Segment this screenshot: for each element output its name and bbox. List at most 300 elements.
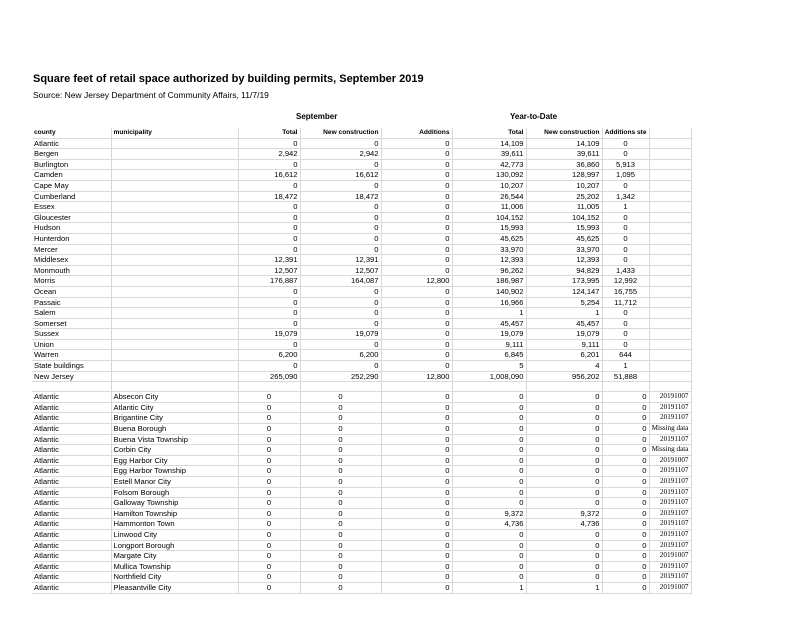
cell-municipality [111, 255, 238, 266]
cell-ytd-additions: 0 [602, 561, 649, 572]
cell-municipality [111, 339, 238, 350]
cell-municipality [111, 244, 238, 255]
cell-municipality: Margate City [111, 551, 238, 562]
cell-county: Gloucester [32, 212, 111, 223]
cell-status: 20191107 [649, 561, 691, 572]
cell-municipality [111, 265, 238, 276]
cell-sep-new: 0 [300, 540, 381, 551]
cell-ytd-total: 16,966 [452, 297, 526, 308]
cell-sep-additions: 0 [381, 233, 452, 244]
cell-status [649, 191, 691, 202]
table-row [32, 233, 691, 244]
cell-municipality [111, 191, 238, 202]
cell-status [649, 371, 691, 382]
cell-sep-new: 0 [300, 582, 381, 593]
cell-ytd-additions: 0 [602, 255, 649, 266]
table-row [32, 180, 691, 191]
cell-ytd-new: 45,625 [526, 233, 602, 244]
cell-ytd-new: 0 [526, 487, 602, 498]
cell-sep-total: 0 [238, 508, 300, 519]
cell-municipality: Northfield City [111, 572, 238, 583]
cell-sep-total: 12,507 [238, 265, 300, 276]
cell-status [649, 339, 691, 350]
cell-status: 20191107 [649, 413, 691, 424]
cell-ytd-new: 12,393 [526, 255, 602, 266]
cell-county: Somerset [32, 318, 111, 329]
cell-municipality: Egg Harbor City [111, 455, 238, 466]
cell-sep-new: 0 [300, 477, 381, 488]
cell-county: Atlantic [32, 529, 111, 540]
cell-municipality [111, 212, 238, 223]
cell-municipality: Brigantine City [111, 413, 238, 424]
table-row [32, 170, 691, 181]
cell-county: Atlantic [32, 466, 111, 477]
cell-sep-additions: 0 [381, 402, 452, 413]
cell-sep-total: 6,200 [238, 350, 300, 361]
cell-ytd-additions: 12,992 [602, 276, 649, 287]
cell-ytd-total: 0 [452, 413, 526, 424]
cell-ytd-additions: 16,755 [602, 286, 649, 297]
cell-ytd-total: 26,544 [452, 191, 526, 202]
cell-ytd-total: 14,109 [452, 138, 526, 149]
cell-sep-additions: 0 [381, 339, 452, 350]
table-row [32, 551, 691, 562]
cell-sep-total: 16,612 [238, 170, 300, 181]
cell-ytd-new: 0 [526, 413, 602, 424]
cell-county: Warren [32, 350, 111, 361]
cell-ytd-new: 1 [526, 582, 602, 593]
cell-ytd-total: 0 [452, 551, 526, 562]
cell-municipality [111, 138, 238, 149]
cell-ytd-additions: 0 [602, 551, 649, 562]
cell-municipality [111, 350, 238, 361]
cell-ytd-additions: 0 [602, 308, 649, 319]
cell-municipality [111, 233, 238, 244]
cell-ytd-additions: 0 [602, 149, 649, 160]
cell-ytd-additions: 0 [602, 424, 649, 435]
cell-ytd-total: 96,262 [452, 265, 526, 276]
table-row [32, 350, 691, 361]
cell-sep-new: 0 [300, 361, 381, 372]
cell-status: 20191007 [649, 392, 691, 403]
group-header-ytd: Year-to-Date [510, 112, 558, 121]
cell-sep-total: 0 [238, 318, 300, 329]
table-row [32, 159, 691, 170]
cell-sep-new: 0 [300, 212, 381, 223]
cell-sep-new: 0 [300, 286, 381, 297]
cell-status: Missing data [649, 424, 691, 435]
cell-status: 20191107 [649, 477, 691, 488]
cell-ytd-additions: 1,095 [602, 170, 649, 181]
table-row [32, 392, 691, 403]
cell-sep-new: 0 [300, 561, 381, 572]
cell-sep-new: 16,612 [300, 170, 381, 181]
cell-sep-total: 0 [238, 434, 300, 445]
cell-status: 20191107 [649, 487, 691, 498]
cell-county: Atlantic [32, 519, 111, 530]
cell-ytd-total: 10,207 [452, 180, 526, 191]
col-header-ytd-total: Total [452, 128, 526, 138]
cell-sep-total: 18,472 [238, 191, 300, 202]
cell-municipality: Absecon City [111, 392, 238, 403]
cell-ytd-additions: 0 [602, 477, 649, 488]
table-row [32, 477, 691, 488]
cell-sep-new: 0 [300, 455, 381, 466]
cell-sep-total: 0 [238, 413, 300, 424]
cell-sep-total: 0 [238, 308, 300, 319]
cell-ytd-total: 1 [452, 582, 526, 593]
cell-municipality [111, 286, 238, 297]
cell-municipality [111, 297, 238, 308]
cell-ytd-new: 6,201 [526, 350, 602, 361]
spacer-row [32, 382, 691, 392]
cell-sep-additions: 0 [381, 572, 452, 583]
cell-status [649, 329, 691, 340]
cell-municipality [111, 223, 238, 234]
cell-ytd-new: 5,254 [526, 297, 602, 308]
table-row [32, 149, 691, 160]
cell-ytd-new: 19,079 [526, 329, 602, 340]
cell-sep-new: 0 [300, 308, 381, 319]
cell-ytd-total: 1 [452, 308, 526, 319]
cell-ytd-new: 11,005 [526, 202, 602, 213]
cell-status [649, 350, 691, 361]
cell-sep-new: 0 [300, 466, 381, 477]
cell-ytd-new: 9,372 [526, 508, 602, 519]
spacer [32, 382, 691, 392]
cell-sep-new: 0 [300, 297, 381, 308]
cell-sep-additions: 0 [381, 223, 452, 234]
table-row [32, 308, 691, 319]
cell-sep-total: 0 [238, 223, 300, 234]
cell-ytd-new: 956,202 [526, 371, 602, 382]
cell-ytd-new: 0 [526, 561, 602, 572]
cell-status: 20191107 [649, 434, 691, 445]
cell-ytd-additions: 0 [602, 223, 649, 234]
cell-ytd-new: 104,152 [526, 212, 602, 223]
cell-county: Atlantic [32, 508, 111, 519]
cell-sep-additions: 0 [381, 477, 452, 488]
cell-sep-additions: 0 [381, 529, 452, 540]
cell-ytd-new: 36,860 [526, 159, 602, 170]
col-header-ytd-additions: Additions ste [602, 128, 649, 138]
cell-sep-new: 0 [300, 413, 381, 424]
cell-municipality [111, 371, 238, 382]
cell-sep-new: 0 [300, 233, 381, 244]
cell-sep-new: 0 [300, 487, 381, 498]
table-row [32, 508, 691, 519]
group-header-september: September [296, 112, 338, 121]
cell-ytd-additions: 0 [602, 434, 649, 445]
cell-municipality [111, 149, 238, 160]
cell-ytd-total: 9,111 [452, 339, 526, 350]
cell-ytd-additions: 0 [602, 498, 649, 509]
cell-ytd-new: 4 [526, 361, 602, 372]
table-row [32, 212, 691, 223]
table-row [32, 318, 691, 329]
cell-sep-additions: 0 [381, 159, 452, 170]
cell-sep-additions: 0 [381, 308, 452, 319]
cell-sep-additions: 12,800 [381, 276, 452, 287]
table-row [32, 519, 691, 530]
cell-county: Atlantic [32, 487, 111, 498]
cell-sep-total: 0 [238, 466, 300, 477]
cell-sep-additions: 0 [381, 582, 452, 593]
cell-county: Ocean [32, 286, 111, 297]
cell-ytd-additions: 0 [602, 318, 649, 329]
cell-sep-new: 18,472 [300, 191, 381, 202]
cell-status [649, 308, 691, 319]
cell-sep-total: 0 [238, 180, 300, 191]
cell-sep-new: 0 [300, 202, 381, 213]
cell-county: Atlantic [32, 445, 111, 456]
cell-sep-total: 0 [238, 339, 300, 350]
cell-municipality [111, 308, 238, 319]
cell-ytd-total: 42,773 [452, 159, 526, 170]
cell-sep-new: 0 [300, 498, 381, 509]
cell-sep-additions: 0 [381, 297, 452, 308]
cell-ytd-additions: 0 [602, 519, 649, 530]
cell-sep-additions: 0 [381, 244, 452, 255]
col-header-county: county [32, 128, 111, 138]
cell-municipality: Mullica Township [111, 561, 238, 572]
cell-ytd-total: 0 [452, 466, 526, 477]
cell-county: Atlantic [32, 455, 111, 466]
cell-sep-additions: 0 [381, 265, 452, 276]
cell-sep-total: 19,079 [238, 329, 300, 340]
col-header-sep-new: New construction [300, 128, 381, 138]
cell-ytd-new: 4,736 [526, 519, 602, 530]
cell-municipality: Pleasantville City [111, 582, 238, 593]
table-row [32, 466, 691, 477]
cell-county: Atlantic [32, 424, 111, 435]
cell-sep-total: 0 [238, 212, 300, 223]
cell-sep-new: 0 [300, 159, 381, 170]
cell-ytd-new: 0 [526, 402, 602, 413]
cell-county: Atlantic [32, 582, 111, 593]
cell-ytd-total: 6,845 [452, 350, 526, 361]
table-row [32, 329, 691, 340]
cell-sep-total: 265,090 [238, 371, 300, 382]
cell-sep-additions: 0 [381, 255, 452, 266]
cell-municipality [111, 361, 238, 372]
cell-sep-new: 0 [300, 434, 381, 445]
cell-ytd-additions: 0 [602, 339, 649, 350]
cell-sep-new: 0 [300, 180, 381, 191]
table-row [32, 529, 691, 540]
cell-municipality [111, 329, 238, 340]
cell-county: Atlantic [32, 572, 111, 583]
cell-sep-new: 0 [300, 392, 381, 403]
cell-county: New Jersey [32, 371, 111, 382]
cell-sep-total: 12,391 [238, 255, 300, 266]
cell-ytd-new: 9,111 [526, 339, 602, 350]
cell-county: Atlantic [32, 402, 111, 413]
cell-sep-additions: 0 [381, 318, 452, 329]
cell-ytd-new: 0 [526, 540, 602, 551]
cell-sep-total: 0 [238, 402, 300, 413]
cell-sep-new: 164,087 [300, 276, 381, 287]
cell-ytd-additions: 5,913 [602, 159, 649, 170]
cell-municipality [111, 159, 238, 170]
cell-ytd-new: 15,993 [526, 223, 602, 234]
cell-ytd-new: 94,829 [526, 265, 602, 276]
cell-ytd-total: 9,372 [452, 508, 526, 519]
cell-sep-additions: 0 [381, 329, 452, 340]
cell-sep-additions: 0 [381, 445, 452, 456]
cell-status: 20191107 [649, 529, 691, 540]
cell-sep-new: 0 [300, 519, 381, 530]
cell-ytd-additions: 0 [602, 244, 649, 255]
cell-sep-total: 0 [238, 455, 300, 466]
cell-sep-additions: 12,800 [381, 371, 452, 382]
cell-county: Salem [32, 308, 111, 319]
cell-sep-total: 0 [238, 233, 300, 244]
cell-municipality [111, 318, 238, 329]
cell-sep-total: 0 [238, 297, 300, 308]
cell-county: Atlantic [32, 498, 111, 509]
cell-county: Atlantic [32, 561, 111, 572]
cell-status: Missing data [649, 445, 691, 456]
cell-sep-new: 0 [300, 572, 381, 583]
cell-ytd-new: 0 [526, 466, 602, 477]
cell-county: Cape May [32, 180, 111, 191]
cell-ytd-total: 0 [452, 529, 526, 540]
cell-ytd-total: 104,152 [452, 212, 526, 223]
cell-sep-new: 0 [300, 244, 381, 255]
cell-county: Camden [32, 170, 111, 181]
cell-status: 20191107 [649, 466, 691, 477]
col-header-sep-total: Total [238, 128, 300, 138]
cell-ytd-new: 0 [526, 434, 602, 445]
report-title: Square feet of retail space authorized by building permits, September 2019 [33, 73, 424, 85]
cell-sep-additions: 0 [381, 286, 452, 297]
cell-status [649, 180, 691, 191]
cell-ytd-total: 0 [452, 434, 526, 445]
cell-status [649, 223, 691, 234]
cell-ytd-additions: 0 [602, 392, 649, 403]
table-row [32, 455, 691, 466]
cell-ytd-additions: 0 [602, 212, 649, 223]
cell-ytd-total: 0 [452, 540, 526, 551]
cell-sep-new: 0 [300, 339, 381, 350]
cell-sep-total: 0 [238, 286, 300, 297]
cell-county: Mercer [32, 244, 111, 255]
cell-ytd-total: 130,092 [452, 170, 526, 181]
cell-ytd-total: 0 [452, 561, 526, 572]
cell-county: Hudson [32, 223, 111, 234]
cell-municipality: Buena Vista Township [111, 434, 238, 445]
cell-sep-additions: 0 [381, 424, 452, 435]
col-header-extra [649, 128, 691, 138]
cell-sep-additions: 0 [381, 519, 452, 530]
cell-status [649, 202, 691, 213]
cell-status [649, 244, 691, 255]
cell-sep-new: 12,391 [300, 255, 381, 266]
cell-county: Monmouth [32, 265, 111, 276]
cell-ytd-total: 1,008,090 [452, 371, 526, 382]
cell-ytd-new: 45,457 [526, 318, 602, 329]
cell-ytd-new: 124,147 [526, 286, 602, 297]
col-header-municipality: municipality [111, 128, 238, 138]
cell-status [649, 255, 691, 266]
cell-sep-new: 0 [300, 445, 381, 456]
cell-sep-additions: 0 [381, 498, 452, 509]
cell-sep-total: 0 [238, 582, 300, 593]
cell-county: Atlantic [32, 477, 111, 488]
cell-sep-total: 0 [238, 572, 300, 583]
cell-ytd-total: 45,625 [452, 233, 526, 244]
cell-ytd-total: 140,902 [452, 286, 526, 297]
table-row [32, 498, 691, 509]
cell-ytd-additions: 51,888 [602, 371, 649, 382]
table-row [32, 582, 691, 593]
permits-table [32, 128, 692, 594]
cell-sep-new: 0 [300, 424, 381, 435]
cell-sep-total: 0 [238, 424, 300, 435]
table-row [32, 434, 691, 445]
cell-ytd-total: 0 [452, 477, 526, 488]
cell-sep-additions: 0 [381, 551, 452, 562]
cell-sep-new: 0 [300, 529, 381, 540]
cell-ytd-additions: 0 [602, 529, 649, 540]
cell-county: Atlantic [32, 434, 111, 445]
cell-status: 20191007 [649, 455, 691, 466]
cell-municipality: Corbin City [111, 445, 238, 456]
cell-ytd-total: 0 [452, 487, 526, 498]
cell-sep-additions: 0 [381, 508, 452, 519]
cell-county: Union [32, 339, 111, 350]
cell-ytd-additions: 1 [602, 361, 649, 372]
cell-ytd-total: 19,079 [452, 329, 526, 340]
table-row [32, 286, 691, 297]
cell-municipality: Buena Borough [111, 424, 238, 435]
cell-ytd-total: 15,993 [452, 223, 526, 234]
cell-ytd-total: 4,736 [452, 519, 526, 530]
cell-municipality: Egg Harbor Township [111, 466, 238, 477]
cell-sep-additions: 0 [381, 392, 452, 403]
cell-sep-additions: 0 [381, 202, 452, 213]
cell-municipality: Longport Borough [111, 540, 238, 551]
municipality-rows [32, 392, 691, 593]
cell-ytd-additions: 0 [602, 402, 649, 413]
cell-ytd-additions: 0 [602, 487, 649, 498]
cell-status [649, 159, 691, 170]
cell-sep-new: 0 [300, 318, 381, 329]
cell-status [649, 233, 691, 244]
table-row [32, 572, 691, 583]
cell-ytd-additions: 0 [602, 233, 649, 244]
cell-status: 20191107 [649, 519, 691, 530]
cell-sep-new: 252,290 [300, 371, 381, 382]
cell-ytd-additions: 0 [602, 413, 649, 424]
report-source: Source: New Jersey Department of Community Affairs, 11/7/19 [33, 90, 269, 100]
table-row [32, 402, 691, 413]
cell-status [649, 297, 691, 308]
cell-ytd-total: 33,970 [452, 244, 526, 255]
cell-ytd-new: 14,109 [526, 138, 602, 149]
table-row [32, 244, 691, 255]
cell-sep-additions: 0 [381, 561, 452, 572]
cell-ytd-new: 0 [526, 455, 602, 466]
cell-ytd-additions: 0 [602, 572, 649, 583]
cell-ytd-additions: 0 [602, 329, 649, 340]
cell-ytd-additions: 1,433 [602, 265, 649, 276]
cell-county: Hunterdon [32, 233, 111, 244]
cell-ytd-new: 33,970 [526, 244, 602, 255]
cell-municipality [111, 180, 238, 191]
cell-sep-total: 0 [238, 561, 300, 572]
